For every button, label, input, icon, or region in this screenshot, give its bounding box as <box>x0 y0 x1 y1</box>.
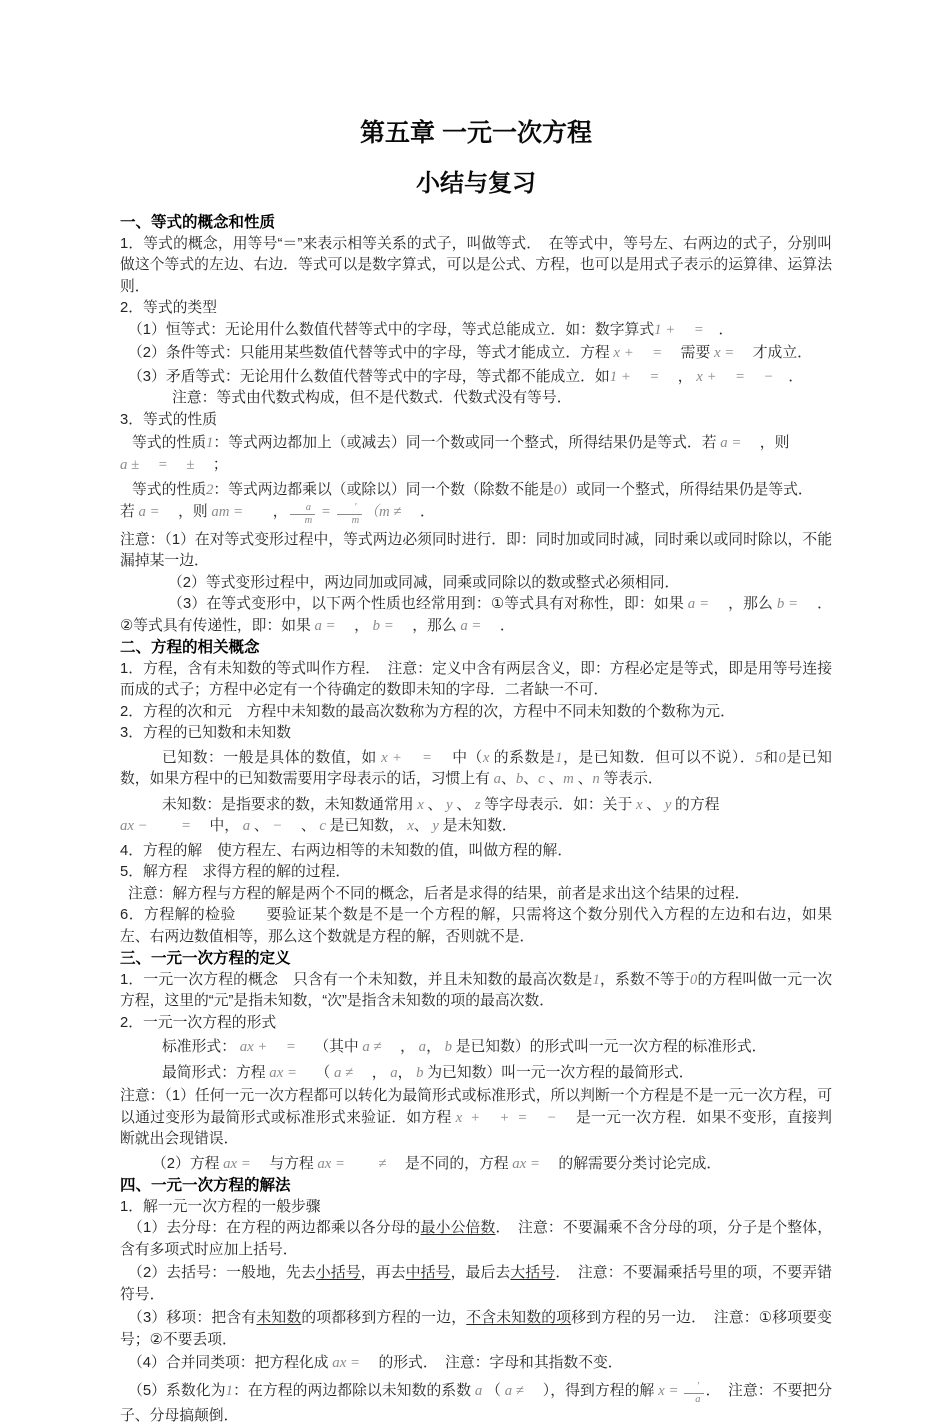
math-expression: 0 <box>689 971 698 988</box>
underlined-text: 未知数 <box>256 1310 302 1327</box>
math-expression: 1 + = <box>654 321 719 338</box>
document-content <box>120 118 832 1427</box>
paragraph <box>120 410 832 432</box>
text-run: 的方程 <box>675 796 720 813</box>
math-expression: x + = <box>609 345 681 361</box>
text-run: ，再去 <box>360 1265 406 1282</box>
text-run: 未知数：是指要求的数，未知数通常用 <box>162 796 414 813</box>
paragraph <box>120 1218 832 1261</box>
text-run: ． 注意：不要漏乘不含分母的项，分子是个整体，含有多项式时应加上括号． <box>120 1220 832 1258</box>
text-run: 和 <box>762 749 779 766</box>
text-run: 是不同的，方程 <box>404 1155 509 1172</box>
math-expression: a ± = ± <box>120 456 213 473</box>
paragraph <box>120 1154 832 1176</box>
text-run: 移到方程的另一边． 注意：①移项要变号；②不要丢项． <box>120 1310 832 1348</box>
text-run: 、 <box>523 771 539 788</box>
math-expression: a ≠ <box>358 1039 401 1056</box>
text-run: 、 <box>501 771 516 788</box>
math-expression: am = <box>207 503 273 520</box>
math-expression: 1 <box>555 749 563 766</box>
text-run: ． 注意：不要漏乘括号里的项，不要弄错符号． <box>120 1265 832 1303</box>
math-expression: 1 <box>592 971 600 988</box>
text-run: ，那么 <box>728 596 774 613</box>
math-expression: a <box>414 1039 427 1056</box>
text-run: ：等式两边都加上（或减去）同一个数或同一个整式，所得结果仍是等式．若 <box>213 435 717 451</box>
math-expression: b <box>515 771 524 788</box>
text-run: 注意：（1）任何一元一次方程都可以转化为最简形式或标准形式，所以判断一个方程是不是一元一次方程，可以通过变形为最简形式或标准形式来验证．如方程 <box>120 1088 832 1126</box>
text-run: ． <box>718 321 734 338</box>
math-expression: 2 <box>206 482 214 498</box>
paragraph <box>120 723 832 745</box>
text-run: ），得到方程的解 <box>542 1382 655 1399</box>
math-expression: b <box>440 1039 456 1056</box>
text-run: ，则 <box>759 435 790 451</box>
math-expression: c <box>315 818 330 835</box>
math-expression: − <box>268 818 301 835</box>
underlined-text: 大括号 <box>510 1265 556 1282</box>
text-run: ．②等式具有传递性，即：如果 <box>120 596 832 634</box>
text-run: ）或同一个整式，所得结果仍是等式． <box>561 482 813 498</box>
text-run: （4）合并同类项：把方程化成 <box>128 1355 329 1372</box>
paragraph <box>120 480 832 527</box>
math-expression: ax + = <box>236 1039 315 1056</box>
text-run: ，那么 <box>412 617 457 634</box>
text-run: 的方程叫做一元一次方程，这里的“元”是指未知数，“次”是指含未知数的项的最高次数． <box>120 971 832 1010</box>
paragraph <box>120 1197 832 1219</box>
text-run: ． 注意：不要把分子、分母搞颠倒． <box>120 1382 832 1424</box>
text-run: 的系数是 <box>493 749 556 766</box>
paragraph <box>120 530 832 573</box>
math-expression: ax = <box>219 1155 270 1172</box>
math-expression: x <box>482 749 494 766</box>
section-heading: 三、一元一次方程的定义 <box>120 950 291 968</box>
text-run: ， <box>400 1039 415 1056</box>
text-run: 若 <box>120 503 135 520</box>
math-expression: a ≠ <box>330 1064 372 1081</box>
paragraph <box>120 748 832 791</box>
math-expression: 1 <box>225 1382 233 1399</box>
math-expression: = <box>317 503 335 520</box>
paragraph <box>120 841 832 863</box>
paragraph <box>120 1063 832 1085</box>
math-expression: x <box>403 818 414 835</box>
math-expression: 0 <box>778 749 786 766</box>
text-run: ：等式两边都乘以（或除以）同一个数（除数不能是 <box>213 482 554 498</box>
paragraph <box>120 1037 832 1059</box>
text-run: ，是已知数．但可以不说）． <box>562 749 756 766</box>
math-expression: n <box>592 771 604 788</box>
paragraph <box>120 1086 832 1151</box>
text-run: （1）去分母：在方程的两边都乘以各分母的 <box>128 1220 421 1237</box>
text-run: （3）在等式变形中，以下两个性质也经常用到：①等式具有对称性，即：如果 <box>168 596 684 613</box>
text-run: （3）移项：把含有 <box>128 1310 257 1327</box>
math-expression: a <box>386 1064 398 1081</box>
fraction: $\frac{'}{m}$ <box>337 502 363 527</box>
text-run: 、 <box>300 818 316 835</box>
text-run: 最简形式：方程 <box>162 1064 266 1081</box>
paragraph <box>120 884 832 906</box>
math-expression: b <box>412 1064 428 1081</box>
text-run: 是已知数，如果方程中的已知数需要用字母表示的话，习惯上有 <box>120 749 832 788</box>
math-expression: x = <box>654 1382 683 1399</box>
underlined-text: 小括号 <box>315 1265 361 1282</box>
text-run: 3．等式的性质 <box>120 411 218 428</box>
text-run: 、 <box>577 771 593 788</box>
page-title: 第五章 一元一次方程 <box>360 119 592 147</box>
text-run: 为已知数）叫一元一次方程的最简形式． <box>427 1064 694 1081</box>
text-run: 的解需要分类讨论完成． <box>558 1155 722 1172</box>
paragraph <box>120 1381 832 1427</box>
math-expression: ax = <box>265 1064 316 1081</box>
text-run: ， <box>354 617 369 634</box>
text-run: 注意：（1）在对等式变形过程中，等式两边必须同时进行．即：同时加或同时减，同时乘以或同时除以，不能漏掉某一边． <box>120 531 832 570</box>
text-run: 、 <box>548 771 564 788</box>
math-expression: a = <box>134 503 179 520</box>
text-run: 2．方程的次和元 方程中未知数的最高次数称为方程的次，方程中不同未知数的个数称为元． <box>120 703 735 720</box>
text-run: （2）去括号：一般地，先去 <box>128 1265 316 1282</box>
math-expression: 1 + = <box>609 368 678 385</box>
text-run: 2．等式的类型 <box>120 300 218 316</box>
text-run: 的项都移到方程的一边， <box>301 1310 467 1327</box>
text-run: ， <box>677 368 693 385</box>
math-expression: ax = <box>508 1155 559 1172</box>
paragraph <box>120 1308 832 1351</box>
page-subtitle: 小结与复习 <box>416 170 536 197</box>
math-expression: a = <box>716 435 760 451</box>
text-run: 是未知数． <box>442 818 517 835</box>
paragraph <box>120 388 832 410</box>
math-expression: z <box>471 796 485 813</box>
underlined-text: 不含未知数的项 <box>466 1310 572 1327</box>
math-expression: 0 <box>553 482 562 498</box>
text-run: 是已知数）的形式叫一元一次方程的标准形式． <box>455 1039 767 1056</box>
text-run: 与方程 <box>269 1155 314 1172</box>
underlined-text: 最小公倍数 <box>420 1220 496 1237</box>
paragraph <box>120 905 832 948</box>
math-expression: a ≠ <box>500 1382 543 1399</box>
text-run: 1．一元一次方程的概念 只含有一个未知数，并且未知数的最高次数是 <box>120 971 593 988</box>
text-run: （2）条件等式：只能用某些数值代替等式中的字母，等式才能成立．方程 <box>128 345 610 361</box>
math-expression: x + + = − <box>451 1109 576 1126</box>
text-run: ． <box>788 368 804 385</box>
text-run: 4．方程的解 使方程左、右两边相等的未知数的值，叫做方程的解． <box>120 842 573 859</box>
text-run: 1．等式的概念，用等号“＝”来表示相等关系的式子，叫做等式． 在等式中，等号左、右两边的式子，分别叫做这个等式的左边、右边．等式可以是数字算式，可以是公式、方程，也可以是用式子表示的运算律、运算法则． <box>120 235 832 295</box>
text-run: ， <box>371 1064 387 1081</box>
text-run: 、 <box>413 818 429 835</box>
paragraph <box>120 320 832 342</box>
text-run: （2）等式变形过程中，两边同加或同减，同乘或同除以的数或整式必须相同． <box>168 574 680 591</box>
text-run: ； <box>212 456 228 473</box>
math-expression: c <box>538 771 549 788</box>
fraction: $\frac{'}{a}$ <box>684 1381 703 1406</box>
paragraph <box>120 298 832 320</box>
text-run: 6．方程解的检验 要验证某个数是不是一个方程的解，只需将这个数分别代入方程的左边和右边，如果左、右两边数值相等，那么这个数就是方程的解，否则就不是． <box>120 907 832 945</box>
paragraph <box>120 594 832 637</box>
text-run: 、 <box>646 796 662 813</box>
text-run: ． <box>419 503 435 520</box>
text-run: 5．解方程 求得方程的解的过程． <box>120 864 351 881</box>
text-run: ，则 <box>178 503 208 520</box>
math-expression: （m ≠ <box>364 503 420 520</box>
math-expression: b = <box>368 617 413 634</box>
text-run: 才成立． <box>752 345 812 361</box>
paragraph <box>120 573 832 595</box>
text-run: 需要 <box>680 345 711 361</box>
section-heading: 一、等式的概念和性质 <box>120 214 276 231</box>
text-run: ，系数不等于 <box>599 971 690 988</box>
math-expression: x = <box>710 345 753 361</box>
text-run: 、 <box>456 796 472 813</box>
text-run: 等式的性质 <box>132 482 206 498</box>
section-heading: 二、方程的相关概念 <box>120 639 260 657</box>
math-expression: a <box>471 1382 487 1399</box>
text-run: 是已知数， <box>329 818 404 835</box>
text-run: 1．解一元一次方程的一般步骤 <box>120 1198 321 1215</box>
math-expression: 5 <box>755 749 763 766</box>
text-run: 的形式． 注意：字母和其指数不变． <box>378 1355 623 1372</box>
text-run: 、 <box>427 796 443 813</box>
paragraph <box>120 433 832 476</box>
text-run: 中， <box>209 818 240 835</box>
paragraph <box>120 1353 832 1375</box>
text-run: 等表示． <box>603 771 663 788</box>
text-run: 注意：解方程与方程的解是两个不同的概念，后者是求得的结果，前者是求出这个结果的过程． <box>128 885 750 902</box>
text-run: （5）系数化为 <box>128 1382 226 1399</box>
paragraph <box>120 343 832 365</box>
text-run: 等字母表示．如：关于 <box>484 796 633 813</box>
paragraph <box>120 862 832 884</box>
math-expression: b = <box>773 596 818 613</box>
sections-container <box>120 212 832 1427</box>
text-run: （其中 <box>314 1039 359 1056</box>
text-run: 1．方程，含有未知数的等式叫作方程． 注意：定义中含有两层含义，即：方程必定是等式，即是用等号连接而成的式子；方程中必定有一个待确定的数即未知的字母．二者缺一不可． <box>120 660 832 699</box>
text-run: 中（ <box>452 749 483 766</box>
text-run: ． <box>499 617 515 634</box>
text-run: （2）方程 <box>152 1155 220 1172</box>
text-run: 、 <box>253 818 269 835</box>
math-expression: 1 <box>206 435 214 451</box>
text-run: 是一元一次方程．如果不变形，直接判断就出会现错误． <box>120 1109 832 1148</box>
math-expression: ax = <box>328 1355 379 1372</box>
text-run: （ <box>486 1382 501 1399</box>
math-expression: x <box>413 796 428 813</box>
math-expression: x + = <box>376 749 453 766</box>
math-expression: a <box>489 771 502 788</box>
math-expression: x + = − <box>692 368 789 385</box>
underlined-text: 中括号 <box>405 1265 451 1282</box>
text-run: （1）恒等式：无论用什么数值代替等式中的字母，等式总能成立．如：数字算式 <box>128 321 655 338</box>
math-expression: ax = ≠ <box>313 1155 405 1172</box>
math-expression: a = <box>456 617 500 634</box>
paragraph <box>120 970 832 1013</box>
text-run: ， <box>397 1064 413 1081</box>
math-expression: y <box>661 796 676 813</box>
text-run: 标准形式： <box>162 1039 236 1056</box>
section-heading: 四、一元一次方程的解法 <box>120 1177 291 1195</box>
text-run: ：在方程的两边都除以未知数的系数 <box>232 1382 472 1399</box>
text-run: ， <box>272 503 288 520</box>
math-expression: x <box>632 796 647 813</box>
math-expression: a = <box>683 596 729 613</box>
paragraph <box>120 795 832 838</box>
text-run: 注意：等式由代数式构成，但不是代数式．代数式没有等号． <box>172 390 572 406</box>
paragraph <box>120 659 832 702</box>
math-expression: m <box>563 771 578 788</box>
fraction: $\frac{a}{m}$ <box>290 502 316 527</box>
text-run: ，最后去 <box>450 1265 511 1282</box>
text-run: 2．一元一次方程的形式 <box>120 1014 277 1031</box>
math-expression: ax − = <box>120 818 210 835</box>
paragraph <box>120 234 832 299</box>
paragraph <box>120 1013 832 1035</box>
text-run: 已知数：一般是具体的数值，如 <box>162 749 377 766</box>
text-run: 等式的性质 <box>132 435 206 451</box>
text-run: （3）矛盾等式：无论用什么数值代替等式中的字母，等式都不能成立．如 <box>128 368 610 385</box>
text-run: 3．方程的已知数和未知数 <box>120 725 291 742</box>
text-run: ， <box>426 1039 441 1056</box>
math-expression: y <box>428 818 443 835</box>
math-expression: y <box>442 796 457 813</box>
paragraph <box>120 1263 832 1306</box>
paragraph <box>120 702 832 724</box>
math-expression: a <box>239 818 254 835</box>
math-expression: a = <box>310 617 355 634</box>
paragraph <box>120 367 832 389</box>
text-run: （ <box>315 1064 331 1081</box>
